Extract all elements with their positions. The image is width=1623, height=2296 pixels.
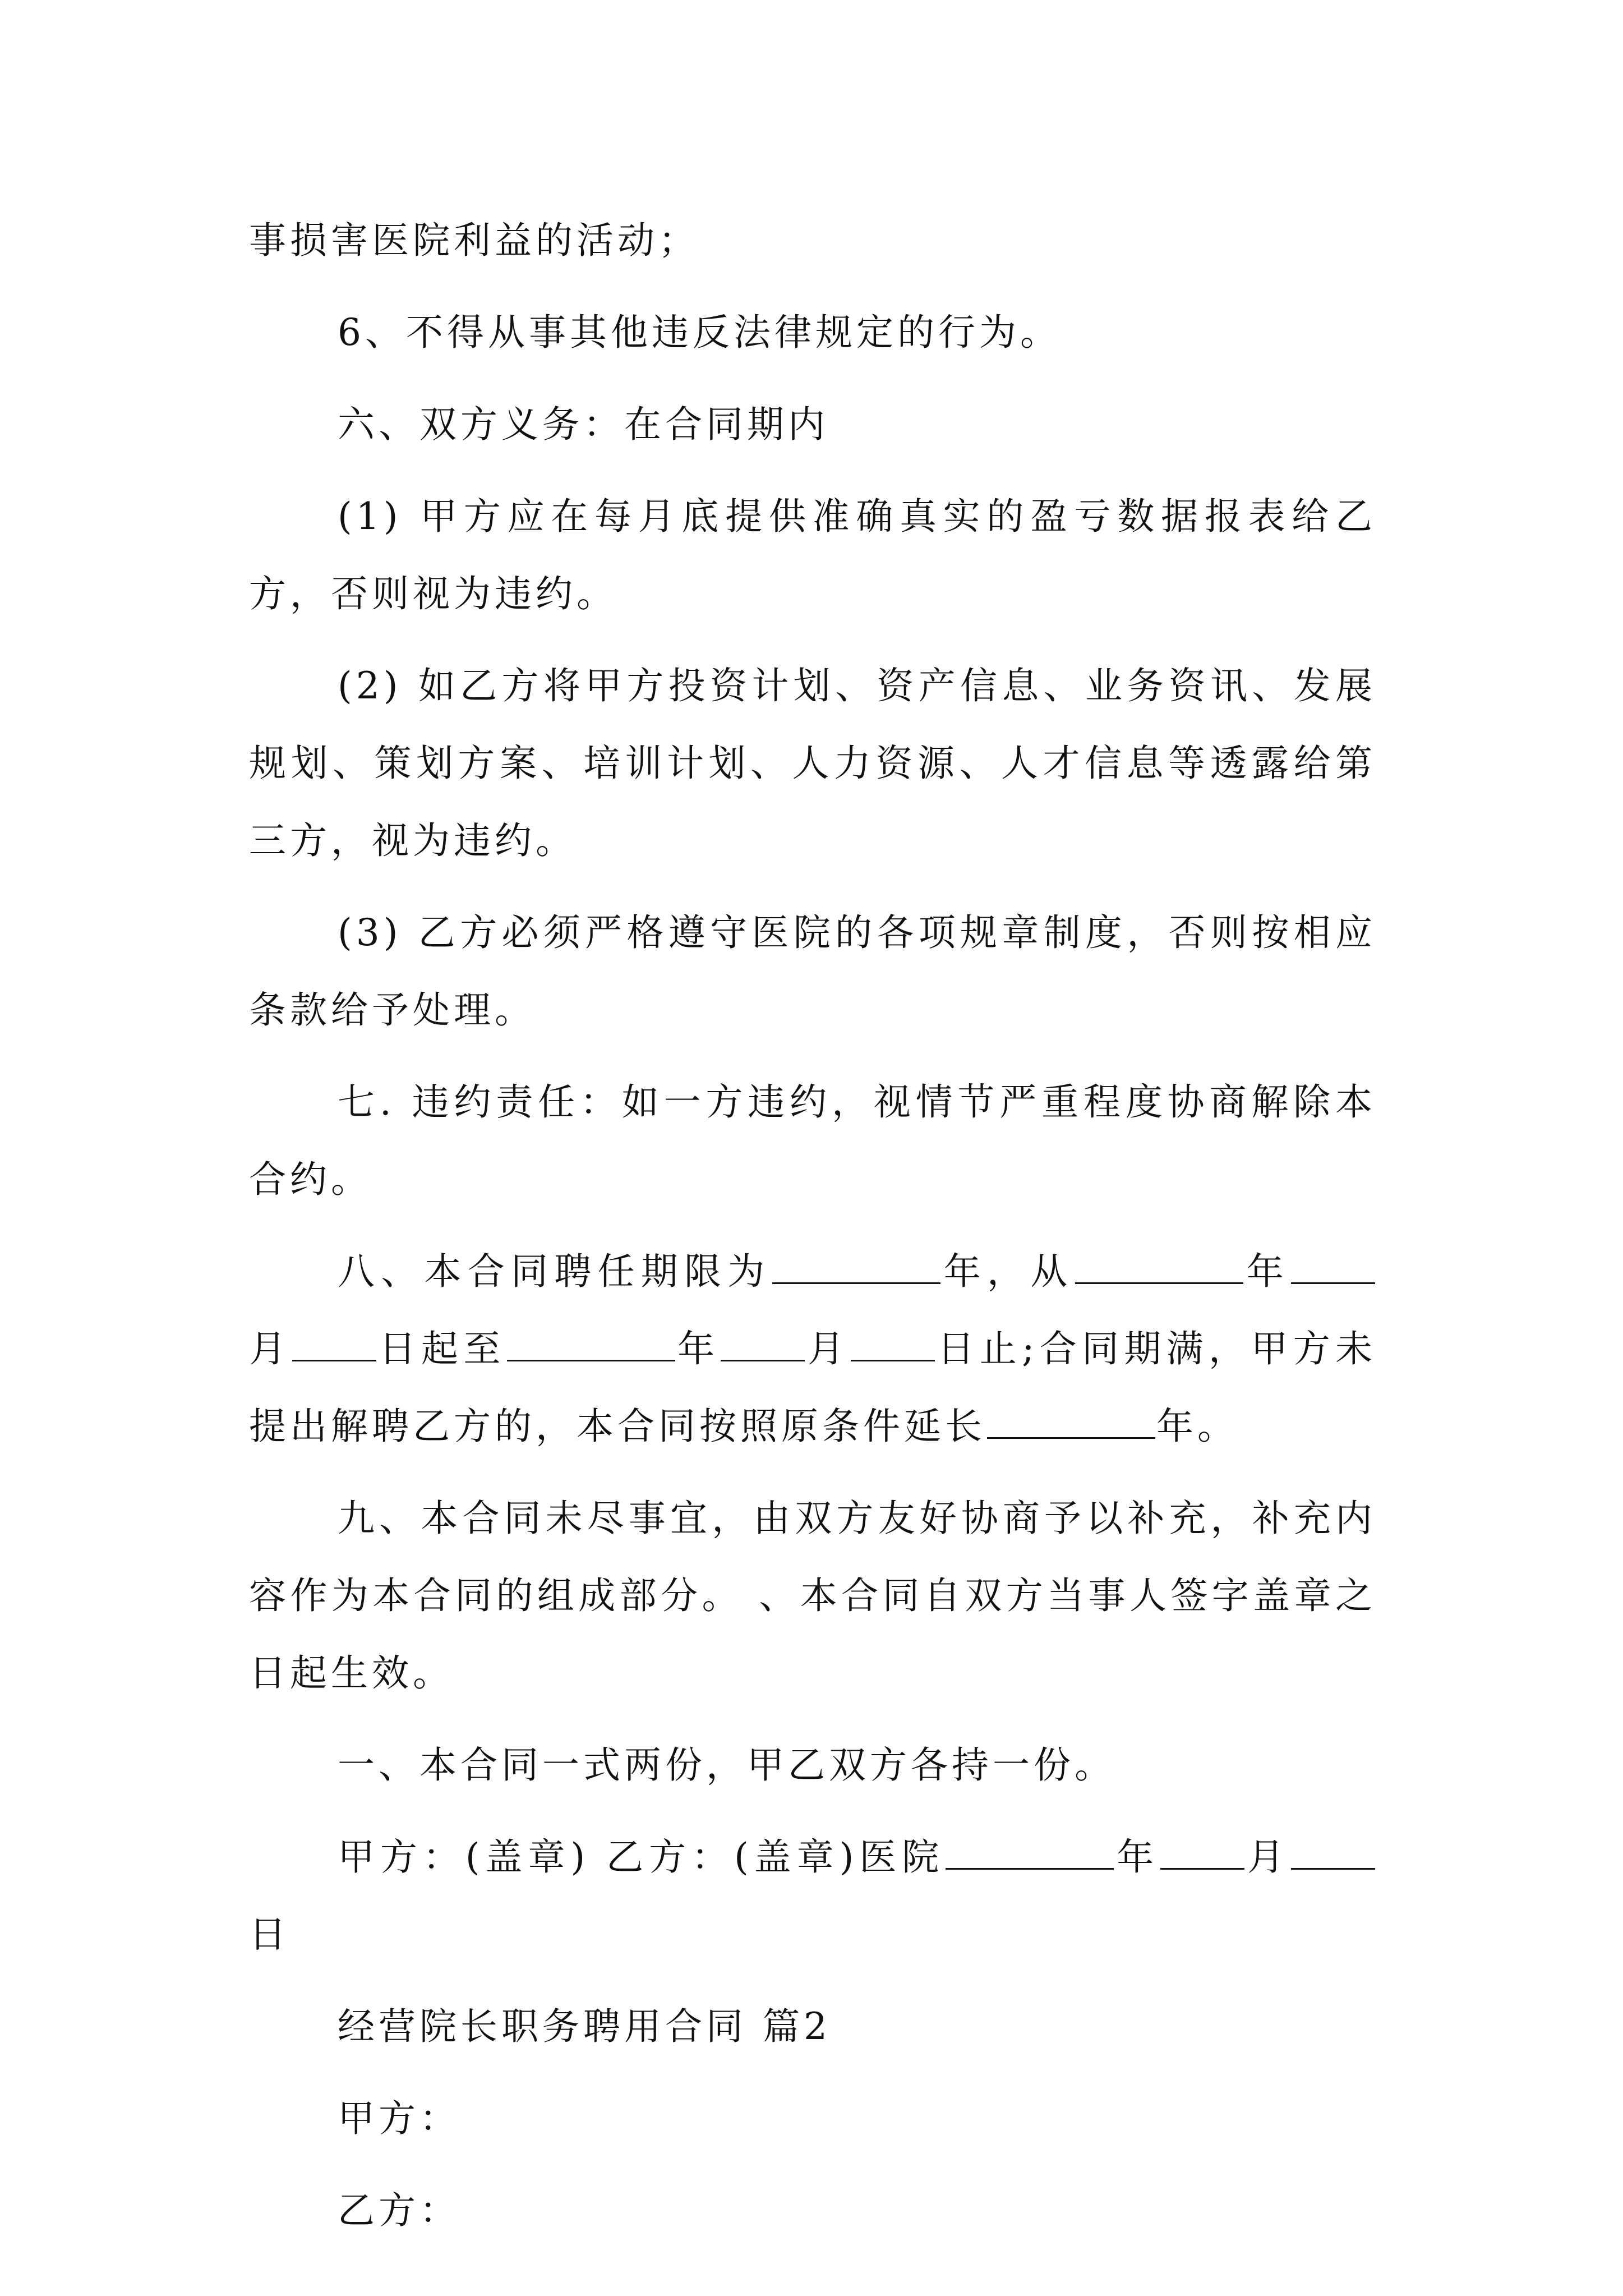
party-b-label: 乙方： (338, 2189, 460, 2232)
section-nine-supplement: 九、本合同未尽事宜，由双方友好协商予以补充，补充内容作为本合同的组成部分。 、本合同自双方当事人签字盖章之日起生效。 (249, 1497, 1376, 1695)
blank-extension-years[interactable] (987, 1404, 1155, 1439)
blank-end-month[interactable] (721, 1326, 805, 1361)
section-six-heading: 六、双方义务：在合同期内 (338, 403, 829, 446)
section-eight-term (249, 1233, 1376, 1465)
signature-text-c: 月 (1246, 1835, 1290, 1879)
term-text-h: 日止;合同期满，甲方未提出解聘乙方的，本合同按照原条件延长 (249, 1327, 1377, 1448)
term-text-d: 月 (249, 1327, 292, 1370)
section-seven-liability: 七. 违约责任：如一方违约，视情节严重程度协商解除本合约。 (249, 1080, 1376, 1201)
term-text-c: 年 (1244, 1250, 1290, 1293)
signature-text-d: 日 (249, 1913, 290, 1956)
blank-sign-month[interactable] (1160, 1834, 1244, 1870)
term-text-e: 日起至 (377, 1327, 506, 1370)
term-text-g: 月 (806, 1327, 850, 1370)
blank-start-day[interactable] (292, 1326, 376, 1361)
term-text-f: 年 (676, 1327, 720, 1370)
blank-term-years[interactable] (772, 1249, 940, 1284)
term-text-b: 年，从 (941, 1250, 1074, 1293)
signature-text-a: 甲方：(盖章) 乙方：(盖章)医院 (338, 1835, 945, 1879)
section-copies: 一、本合同一式两份，甲乙双方各持一份。 (338, 1743, 1115, 1787)
term-text-i: 年。 (1156, 1405, 1238, 1448)
blank-sign-day[interactable] (1291, 1834, 1375, 1870)
document-body (249, 202, 1376, 2249)
blank-start-year[interactable] (1075, 1249, 1243, 1284)
blank-end-day[interactable] (851, 1326, 935, 1361)
signature-line (249, 1819, 1376, 1973)
paragraph-continuation: 事损害医院利益的活动； (249, 219, 699, 262)
blank-start-month[interactable] (1291, 1249, 1375, 1284)
clause-6: 6、不得从事其他违反法律规定的行为。 (338, 311, 1061, 354)
obligation-1: (1) 甲方应在每月底提供准确真实的盈亏数据报表给乙方，否则视为违约。 (249, 495, 1376, 615)
obligation-2: (2) 如乙方将甲方投资计划、资产信息、业务资讯、发展规划、策划方案、培训计划、人力资源、人才信息等透露给第三方，视为违约。 (249, 664, 1376, 862)
signature-text-b: 年 (1115, 1835, 1160, 1879)
contract-2-title: 经营院长职务聘用合同 篇2 (338, 2005, 831, 2048)
obligation-3: (3) 乙方必须严格遵守医院的各项规章制度，否则按相应条款给予处理。 (249, 911, 1376, 1032)
party-a-label: 甲方： (338, 2097, 460, 2140)
blank-sign-year[interactable] (946, 1834, 1114, 1870)
term-text-a: 八、本合同聘任期限为 (338, 1250, 771, 1293)
blank-end-year[interactable] (507, 1326, 675, 1361)
